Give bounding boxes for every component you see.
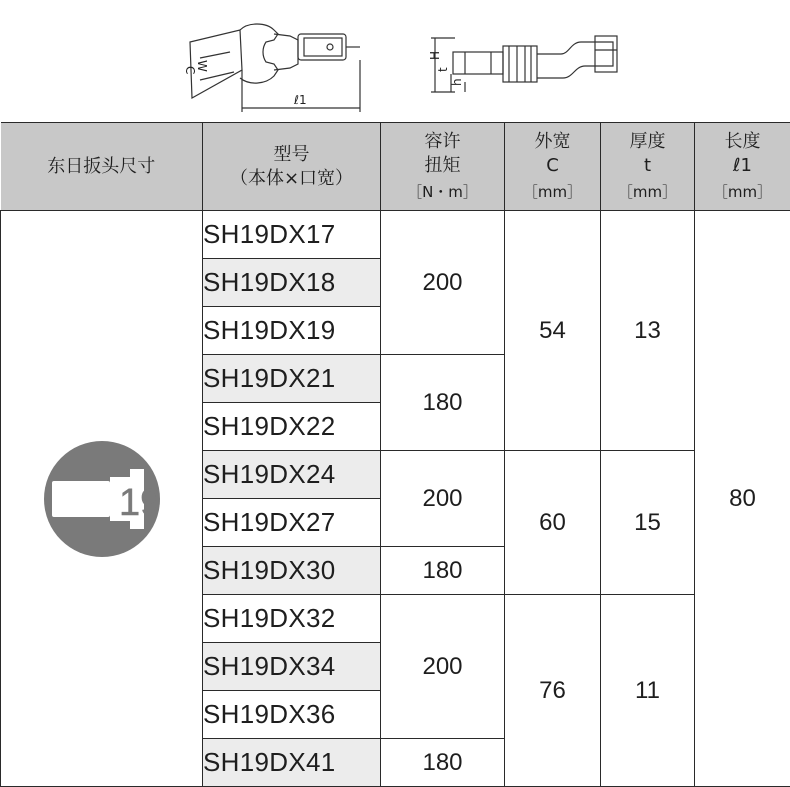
top-view-diagram	[170, 0, 370, 120]
torque-cell: 200	[381, 211, 505, 355]
thickness-cell: 11	[601, 595, 695, 787]
header-torque-line1: 容许	[381, 130, 504, 154]
length-cell: 80	[695, 211, 790, 787]
header-thickness	[601, 123, 695, 211]
model-cell: SH19DX24	[203, 451, 381, 499]
model-cell: SH19DX21	[203, 355, 381, 403]
header-torque	[381, 123, 505, 211]
model-cell: SH19DX41	[203, 739, 381, 787]
header-length-unit: ［mm］	[695, 180, 790, 204]
t-label: t	[436, 67, 450, 72]
badge-number: 19	[119, 482, 161, 524]
model-cell: SH19DX34	[203, 643, 381, 691]
header-length-line2: ℓ1	[695, 154, 790, 178]
header-thickness-line1: 厚度	[601, 130, 694, 154]
width-cell: 54	[505, 211, 601, 451]
header-width	[505, 123, 601, 211]
header-length	[695, 123, 790, 211]
model-cell: SH19DX32	[203, 595, 381, 643]
header-torque-unit: ［N・m］	[381, 180, 504, 204]
wrench-size-badge-cell	[1, 211, 203, 787]
header-model	[203, 123, 381, 211]
model-cell: SH19DX17	[203, 211, 381, 259]
socket-size-icon	[22, 419, 182, 579]
H-label: H	[428, 51, 442, 60]
model-cell: SH19DX36	[203, 691, 381, 739]
l1-label: ℓ1	[293, 93, 307, 107]
header-wrench-size-text: 东日扳头尺寸	[47, 156, 155, 177]
header-thickness-unit: ［mm］	[601, 180, 694, 204]
header-width-line1: 外宽	[505, 130, 600, 154]
torque-cell: 200	[381, 595, 505, 739]
width-cell: 60	[505, 451, 601, 595]
model-cell: SH19DX30	[203, 547, 381, 595]
header-width-unit: ［mm］	[505, 180, 600, 204]
header-model-line1: 型号	[203, 143, 380, 167]
w-label: W	[195, 60, 209, 72]
model-cell: SH19DX19	[203, 307, 381, 355]
dimension-diagrams	[0, 0, 790, 122]
header-length-line1: 长度	[695, 130, 790, 154]
header-width-line2: C	[505, 154, 600, 178]
width-cell: 76	[505, 595, 601, 787]
badge-suffix: D	[161, 503, 174, 523]
model-cell: SH19DX18	[203, 259, 381, 307]
header-model-line2: （本体×口宽）	[203, 167, 380, 191]
header-torque-line2: 扭矩	[381, 154, 504, 178]
torque-cell: 180	[381, 355, 505, 451]
torque-cell: 180	[381, 547, 505, 595]
torque-cell: 200	[381, 451, 505, 547]
header-wrench-size	[1, 123, 203, 211]
thickness-cell: 13	[601, 211, 695, 451]
torque-cell: 180	[381, 739, 505, 787]
thickness-cell: 15	[601, 451, 695, 595]
spec-table	[0, 122, 790, 787]
model-cell: SH19DX22	[203, 403, 381, 451]
header-thickness-line2: t	[601, 154, 694, 178]
side-view-diagram	[425, 20, 645, 130]
c-label: C	[183, 66, 197, 74]
size-badge	[22, 419, 182, 579]
h-label: h	[450, 78, 464, 86]
model-cell: SH19DX27	[203, 499, 381, 547]
